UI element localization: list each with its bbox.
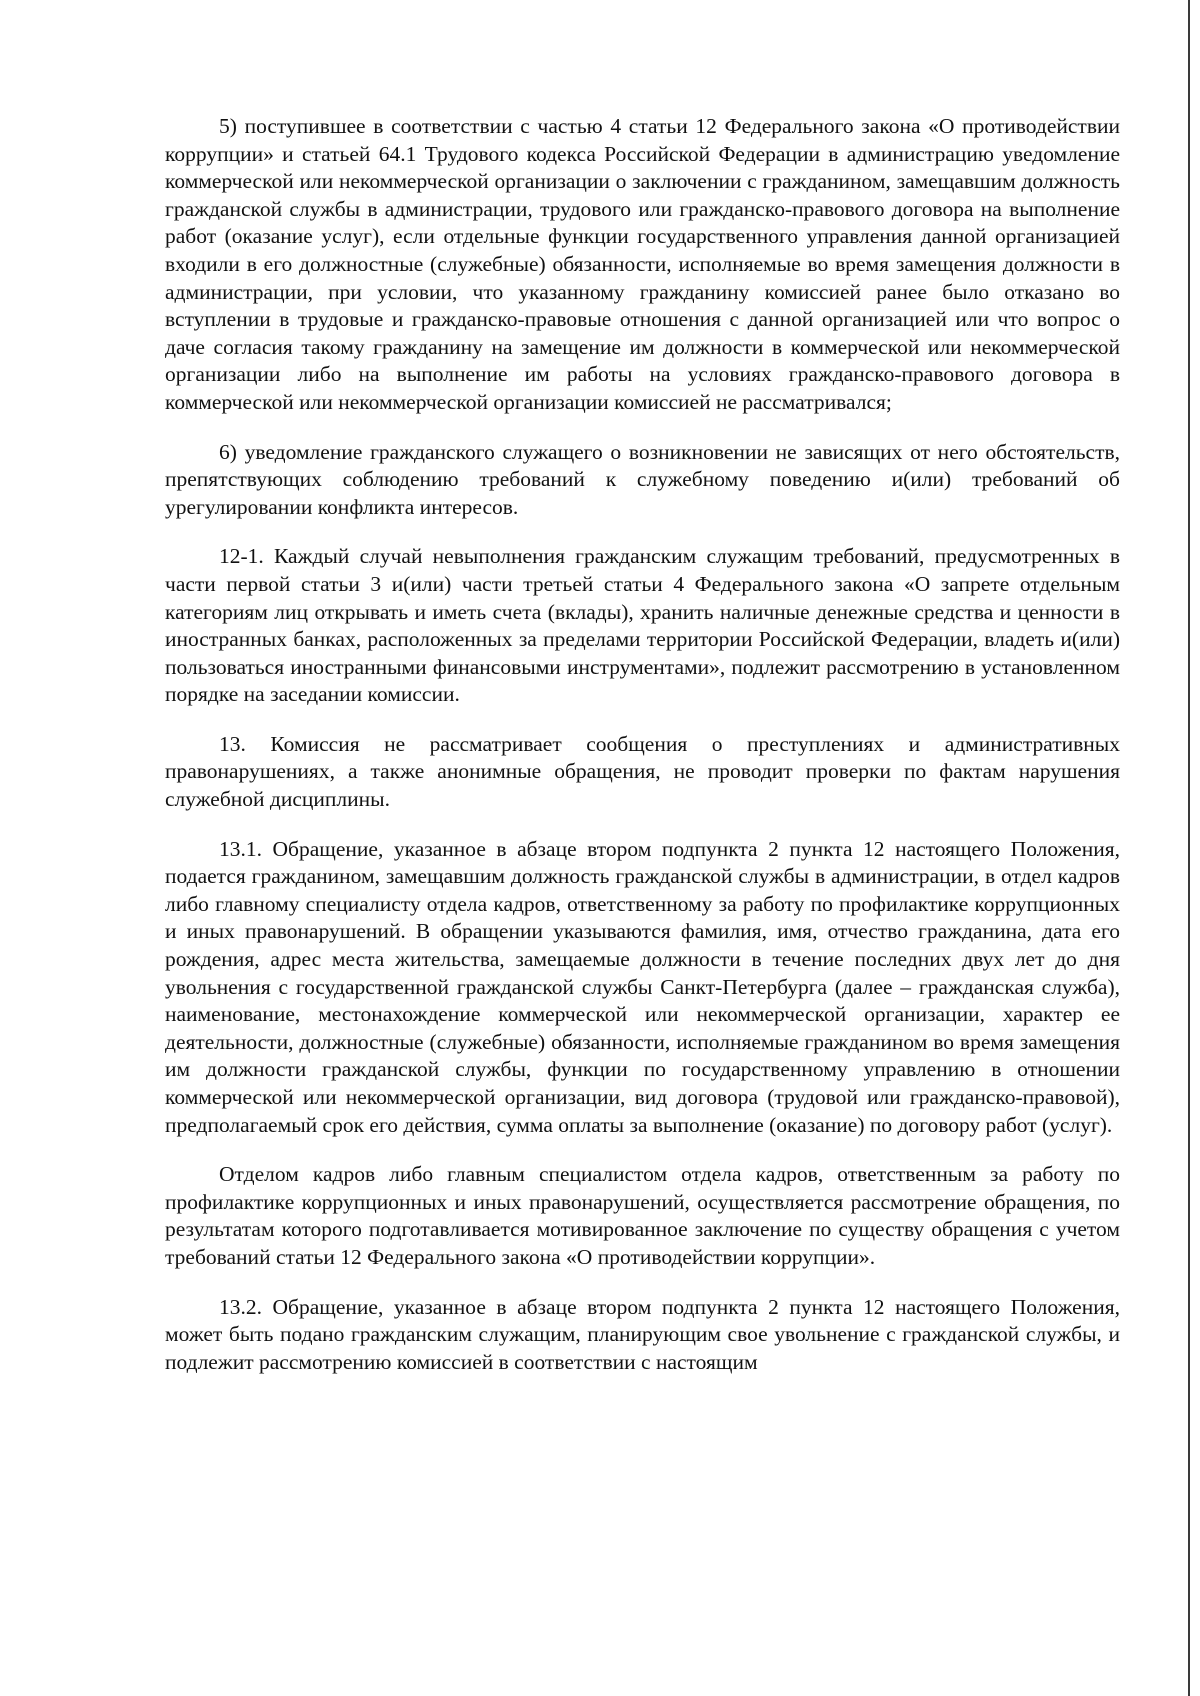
- paragraph-13-1-continued: Отделом кадров либо главным специалистом отдела кадров, ответственным за работу по профилактике коррупционных и иных правонарушений, осуществляется рассмотрение обращения, по результатам которого подготавливается мотивированное заключение по существу обращения с учетом требований статьи 12 Федерального закона «О противодействии коррупции».: [165, 1162, 1120, 1269]
- paragraph-12-1: 12-1. Каждый случай невыполнения гражданским служащим требований, предусмотренных в части первой статьи 3 и(или) части третьей статьи 4 Федерального закона «О запрете отдельным категориям лиц открывать и иметь счета (вклады), хранить наличные денежные средства и ценности в иностранных банках, расположенных за пределами территории Российской Федерации, владеть и(или) пользоваться иностранными финансовыми инструментами», подлежит рассмотрению в установленном порядке на заседании комиссии.: [165, 544, 1120, 707]
- document-body: [165, 113, 1120, 1376]
- paragraph-item-6: 6) уведомление гражданского служащего о возникновении не зависящих от него обстоятельств, препятствующих соблюдению требований к служебному поведению и(или) требований об урегулировании конфликта интересов.: [165, 439, 1120, 519]
- paragraph-13-1: 13.1. Обращение, указанное в абзаце втором подпункта 2 пункта 12 настоящего Положения, подается гражданином, замещавшим должность гражданской службы в администрации, в отдел кадров либо главному специалисту отдела кадров, ответственному за работу по профилактике коррупционных и иных правонарушений. В обращении указываются фамилия, имя, отчество гражданина, дата его рождения, адрес места жительства, замещаемые должности в течение последних двух лет до дня увольнения с государственной гражданской службы Санкт-Петербурга (далее – гражданская служба), наименование, местонахождение коммерческой или некоммерческой организации, характер ее деятельности, должностные (служебные) обязанности, исполняемые гражданином во время замещения им должности гражданской службы, функции по государственному управлению в отношении коммерческой или некоммерческой организации, вид договора (трудовой или гражданско-правовой), предполагаемый срок его действия, сумма оплаты за выполнение (оказание) по договору работ (услуг).: [165, 836, 1120, 1137]
- paragraph-13-2: 13.2. Обращение, указанное в абзаце втором подпункта 2 пункта 12 настоящего Положения, может быть подано гражданским служащим, планирующим свое увольнение с гражданской службы, и подлежит рассмотрению комиссией в соответствии с настоящим: [165, 1294, 1120, 1374]
- paragraph-13: 13. Комиссия не рассматривает сообщения о преступлениях и административных правонарушениях, а также анонимные обращения, не проводит проверки по фактам нарушения служебной дисциплины.: [165, 731, 1120, 812]
- paragraph-item-5: 5) поступившее в соответствии с частью 4 статьи 12 Федерального закона «О противодействии коррупции» и статьей 64.1 Трудового кодекса Российской Федерации в администрацию уведомление коммерческой или некоммерческой организации о заключении с гражданином, замещавшим должность гражданской службы в администрации, трудового или гражданско-правового договора на выполнение работ (оказание услуг), если отдельные функции государственного управления данной организацией входили в его должностные (служебные) обязанности, исполняемые во время замещения должности в администрации, при условии, что указанному гражданину комиссией ранее было отказано во вступлении в трудовые и гражданско-правовые отношения с данной организацией или что вопрос о даче согласия такому гражданину на замещение им должности в коммерческой или некоммерческой организации либо на выполнение им работы на условиях гражданско-правового договора в коммерческой или некоммерческой организации комиссией не рассматривался;: [165, 114, 1120, 414]
- page-edge-line: [1188, 0, 1190, 1696]
